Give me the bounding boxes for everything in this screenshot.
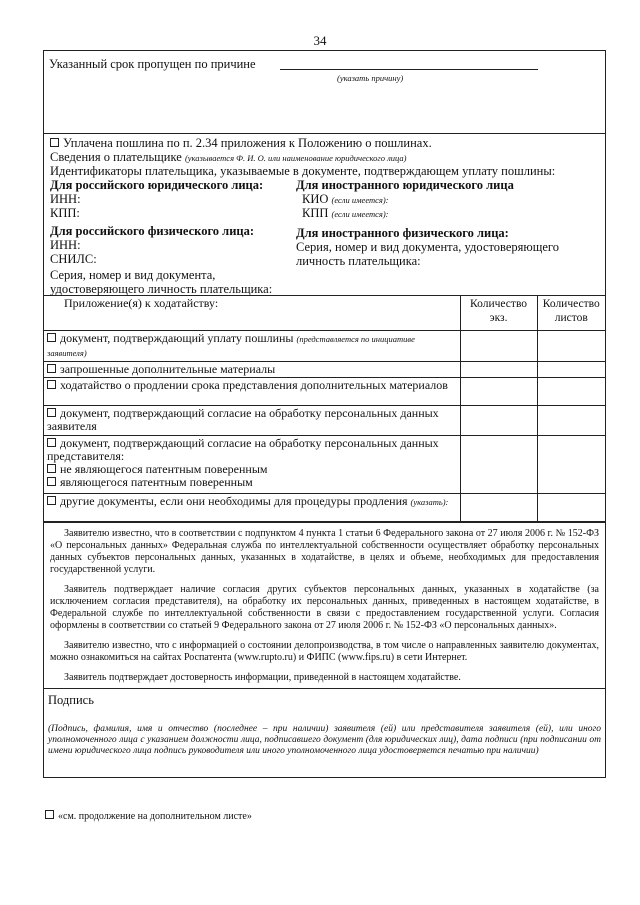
kio-label: КИО <box>302 192 329 206</box>
copies-cell[interactable] <box>460 435 537 493</box>
continuation-checkbox[interactable] <box>45 810 54 819</box>
attachment-label: документ, подтверждающий согласие на обработку персональных данных заявителя <box>47 405 439 433</box>
payer-info-hint: (указывается Ф. И. О. или наименование юридического лица) <box>184 153 407 163</box>
continuation-label: «см. продолжение на дополнительном листе» <box>58 811 252 822</box>
note-paragraph: Заявитель подтверждает достоверность информации, приведенной в настоящем ходатайстве. <box>64 671 461 683</box>
attachment-checkbox[interactable] <box>47 380 56 389</box>
table-row <box>44 377 605 405</box>
sheets-cell[interactable] <box>537 377 605 405</box>
payment-section <box>44 134 605 296</box>
doc-series-label-2: удостоверяющего личность плательщика: <box>50 282 273 296</box>
foreign-doc-label-2: личность плательщика: <box>296 254 421 268</box>
note-paragraph: Заявителю известно, что в соответствии с подпунктом 4 пункта 1 статьи 6 Федерального закона от 27 июля 2006 г. № 152-ФЗ «О персональных данных» Федеральная служба по интеллектуальной собственности осуществляет обработку персональных данных субъектов персональных данных, указанных в ходатайстве, в целях и объеме, необходимых для предоставления государственной услуги. <box>50 527 599 575</box>
attachment-label: документ, подтверждающий уплату пошлины <box>60 330 294 345</box>
signature-description: (Подпись, фамилия, имя и отчество (последнее – при наличии) заявителя (ей) или представителя заявителя (ей), или иного уполномоченного лица с указанием должности лица, подписавшего документ (для юридических лиц), дата подписи (при подписании от имени юридического лица подпись руководителя или иного уполномоченного лица удостоверяется печатью при наличии) <box>48 723 601 756</box>
foreign-doc-label: Серия, номер и вид документа, удостоверяющего <box>296 240 559 254</box>
payment-title: Уплачена пошлина по п. 2.34 приложения к Положению о пошлинах. <box>63 136 432 150</box>
attachment-checkbox[interactable] <box>47 438 56 447</box>
kpp-foreign-hint: (если имеется): <box>331 209 389 219</box>
table-row <box>44 361 605 377</box>
table-row <box>44 330 605 361</box>
table-row <box>44 405 605 435</box>
payer-info-label: Сведения о плательщике <box>50 150 182 164</box>
attorney-label: являющегося патентным поверенным <box>60 474 253 489</box>
attachment-label: запрошенные дополнительные материалы <box>60 361 276 376</box>
copies-cell[interactable] <box>460 330 537 361</box>
kpp-foreign-label: КПП <box>302 206 329 220</box>
ru-legal-heading: Для российского юридического лица: <box>50 178 264 192</box>
copies-cell[interactable] <box>460 377 537 405</box>
identifiers-label: Идентификаторы плательщика, указываемые в документе, подтверждающем уплату пошлины: <box>50 164 556 178</box>
attachments-header: Приложение(я) к ходатайству: <box>44 296 460 330</box>
sheets-cell[interactable] <box>537 405 605 435</box>
table-row <box>44 493 605 521</box>
attachment-checkbox[interactable] <box>47 496 56 505</box>
attachment-label: другие документы, если они необходимы для процедуры продления <box>60 493 408 508</box>
attachments-table <box>44 296 605 522</box>
notes-section <box>44 523 605 689</box>
reason-label: Указанный срок пропущен по причине <box>49 57 256 71</box>
col-sheets-header: Количество листов <box>537 296 605 330</box>
signature-section[interactable] <box>44 689 605 777</box>
kio-hint: (если имеется): <box>331 195 389 205</box>
note-paragraph: Заявитель подтверждает наличие согласия других субъектов персональных данных, указанных в ходатайстве (за исключением согласия представителя), на обработку их персональных данных, приведенных в настоящем ходатайстве, в Федеральной службе по интеллектуальной собственности в связи с предоставлением государственной услуги. Согласия оформлены в соответствии со статьей 9 Федерального закона от 27 июля 2006 г. № 152-ФЗ «О персональных данных». <box>50 583 599 631</box>
attachment-hint: (представляется по инициативе заявителя) <box>47 333 415 358</box>
attachment-hint: (указать): <box>410 496 449 507</box>
copies-cell[interactable] <box>460 493 537 521</box>
attachments-section <box>44 296 605 523</box>
reason-input-line[interactable] <box>280 69 538 70</box>
attachment-checkbox[interactable] <box>47 408 56 417</box>
inn2-label: ИНН: <box>50 238 81 252</box>
col-copies-header: Количество экз. <box>460 296 537 330</box>
foreign-person-heading: Для иностранного физического лица: <box>296 226 509 240</box>
foreign-legal-heading: Для иностранного юридического лица <box>296 178 514 192</box>
doc-series-label: Серия, номер и вид документа, <box>50 268 216 282</box>
attachment-checkbox[interactable] <box>47 333 56 342</box>
attorney-checkbox[interactable] <box>47 477 56 486</box>
inn-label: ИНН: <box>50 192 81 206</box>
note-paragraph: Заявителю известно, что с информацией о состоянии делопроизводства, в том числе о направленных заявителю документах, можно ознакомиться на сайтах Роспатента (www.rupto.ru) и ФИПС (www.fips.ru) в сети Интернет. <box>50 639 599 663</box>
signature-label: Подпись <box>48 692 94 707</box>
copies-cell[interactable] <box>460 361 537 377</box>
payment-checkbox[interactable] <box>50 138 59 147</box>
petition-form <box>43 50 606 778</box>
page-number: 34 <box>313 33 327 48</box>
ru-person-heading: Для российского физического лица: <box>50 224 255 238</box>
kpp-label: КПП: <box>50 206 80 220</box>
reason-section <box>44 51 605 134</box>
sheets-cell[interactable] <box>537 361 605 377</box>
attachment-label: ходатайство о продлении срока представления дополнительных материалов <box>60 377 448 392</box>
sheets-cell[interactable] <box>537 493 605 521</box>
not-attorney-label: не являющегося патентным поверенным <box>60 461 268 476</box>
not-attorney-checkbox[interactable] <box>47 464 56 473</box>
attachment-label: документ, подтверждающий согласие на обработку персональных данных представителя: <box>47 435 439 463</box>
copies-cell[interactable] <box>460 405 537 435</box>
attachment-checkbox[interactable] <box>47 364 56 373</box>
reason-hint: (указать причину) <box>337 73 404 83</box>
snils-label: СНИЛС: <box>50 252 97 266</box>
continuation-note <box>45 810 252 822</box>
sheets-cell[interactable] <box>537 330 605 361</box>
table-row <box>44 435 605 493</box>
sheets-cell[interactable] <box>537 435 605 493</box>
